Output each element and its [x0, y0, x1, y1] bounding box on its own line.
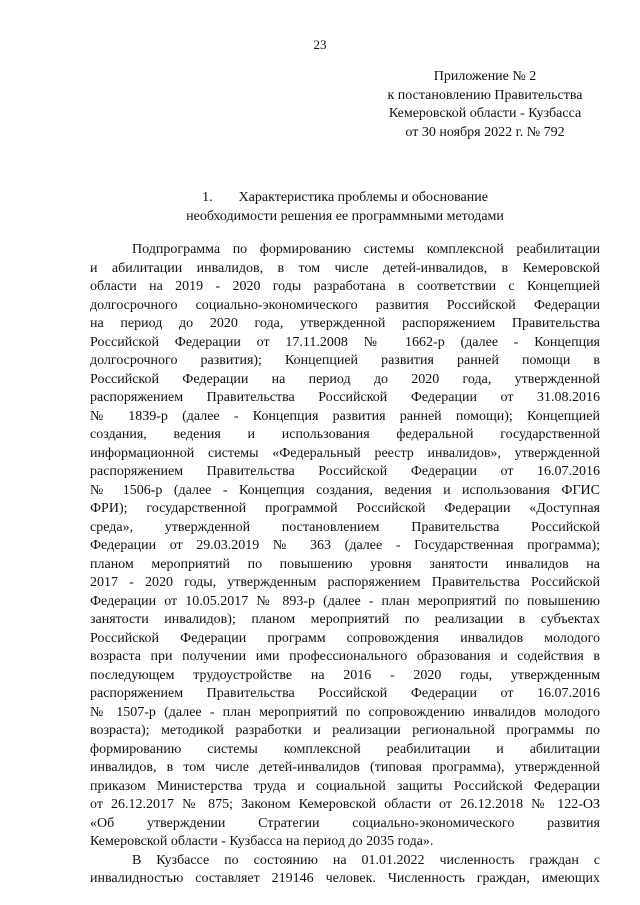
section-heading-line-1 [90, 189, 600, 208]
page-number: 23 [313, 37, 327, 52]
body-text-line: и абилитации инвалидов, в том числе детей-инвалидов, в Кемеровской [90, 260, 600, 276]
body-text-line: формированию системы комплексной реабилитации и абилитации [90, 741, 600, 757]
body-text-line: ФРИ); государственной программой Российской Федерации «Доступная [90, 501, 600, 516]
body-text-line: инвалидностью составляет 219146 человек. Численность граждан, имеющих [90, 871, 600, 886]
body-text-line: Российской Федерации на период до 2020 года, утвержденной [90, 371, 600, 387]
body-text-line: распоряжением Правительства Российской Федерации от 31.08.2016 [90, 390, 600, 405]
body-text-line: «Об утверждении Стратегии социально-экономического развития [90, 815, 600, 831]
section-title-part-2: необходимости решения ее программными методами [186, 208, 504, 224]
appendix-block [360, 68, 610, 142]
body-text-line: инвалидов, в том числе детей-инвалидов (типовая программа), утвержденной [90, 760, 600, 775]
section-heading [90, 189, 600, 226]
body-text-line: распоряжением Правительства Российской Федерации от 16.07.2016 [90, 464, 600, 479]
body-text-line: 2017 - 2020 годы, утвержденным распоряжением Правительства Российской [90, 575, 600, 590]
body-text-line: В Кузбассе по состоянию на 01.01.2022 численность граждан с [132, 852, 600, 868]
appendix-line: от 30 ноября 2022 г. № 792 [405, 124, 565, 140]
body-text [90, 241, 600, 889]
body-text-line: создания, ведения и использования федеральной государственной [90, 427, 600, 442]
section-number: 1. [202, 190, 213, 205]
body-text-line: занятости инвалидов); планом мероприятий по реализации в субъектах [90, 612, 600, 627]
body-text-line: на период до 2020 года, утвержденной распоряжением Правительства [90, 316, 600, 331]
body-text-line: № 1506-р (далее - Концепция создания, ведения и использования ФГИС [90, 482, 600, 498]
body-text-line: возраста); методикой разработки и реализации региональной программы по [90, 723, 600, 738]
body-text-line: Кемеровской области - Кузбасса на период до 2035 года». [90, 834, 434, 849]
body-text-line: распоряжением Правительства Российской Федерации от 16.07.2016 [90, 686, 600, 701]
appendix-line: к постановлению Правительства [387, 87, 583, 103]
body-text-line: возраста при получении ими профессионального образования и содействия в [90, 649, 600, 664]
body-text-line: области на 2019 - 2020 годы разработана в соответствии с Концепцией [90, 279, 600, 294]
body-text-line: от 26.12.2017 № 875; Законом Кемеровской области от 26.12.2018 № 122-ОЗ [90, 797, 600, 812]
section-title-part-1: Характеристика проблемы и обоснование [238, 190, 488, 205]
body-text-line: долгосрочного социально-экономического развития Российской Федерации [90, 297, 600, 313]
body-text-line: среда», утвержденной постановлением Правительства Российской [90, 519, 600, 535]
body-text-line: информационной системы «Федеральный реестр инвалидов», утвержденной [90, 445, 600, 461]
body-text-line: долгосрочного развития); Концепцией развития ранней помощи в [90, 353, 600, 368]
body-text-line: Российской Федерации от 17.11.2008 № 1662-р (далее - Концепция [90, 334, 600, 350]
appendix-line: Приложение № 2 [433, 69, 537, 84]
body-text-line: № 1507-р (далее - план мероприятий по сопровождению инвалидов молодого [90, 704, 600, 720]
body-text-line: Подпрограмма по формированию системы комплексной реабилитации [132, 242, 600, 257]
appendix-line: Кемеровской области - Кузбасса [388, 106, 582, 121]
body-text-line: последующем трудоустройстве на 2016 - 2020 годы, утвержденным [90, 667, 600, 683]
body-text-line: планом мероприятий по повышению уровня занятости инвалидов на [90, 556, 600, 572]
body-text-line: приказом Министерства труда и социальной защиты Российской Федерации [90, 778, 600, 794]
body-text-line: № 1839-р (далее - Концепция развития ранней помощи); Концепцией [90, 408, 600, 424]
body-text-line: Федерации от 10.05.2017 № 893-р (далее - план мероприятий по повышению [90, 593, 600, 609]
body-text-line: Российской Федерации программ сопровождения инвалидов молодого [90, 630, 600, 646]
body-text-line: Федерации от 29.03.2019 № 363 (далее - Государственная программа); [90, 538, 600, 553]
